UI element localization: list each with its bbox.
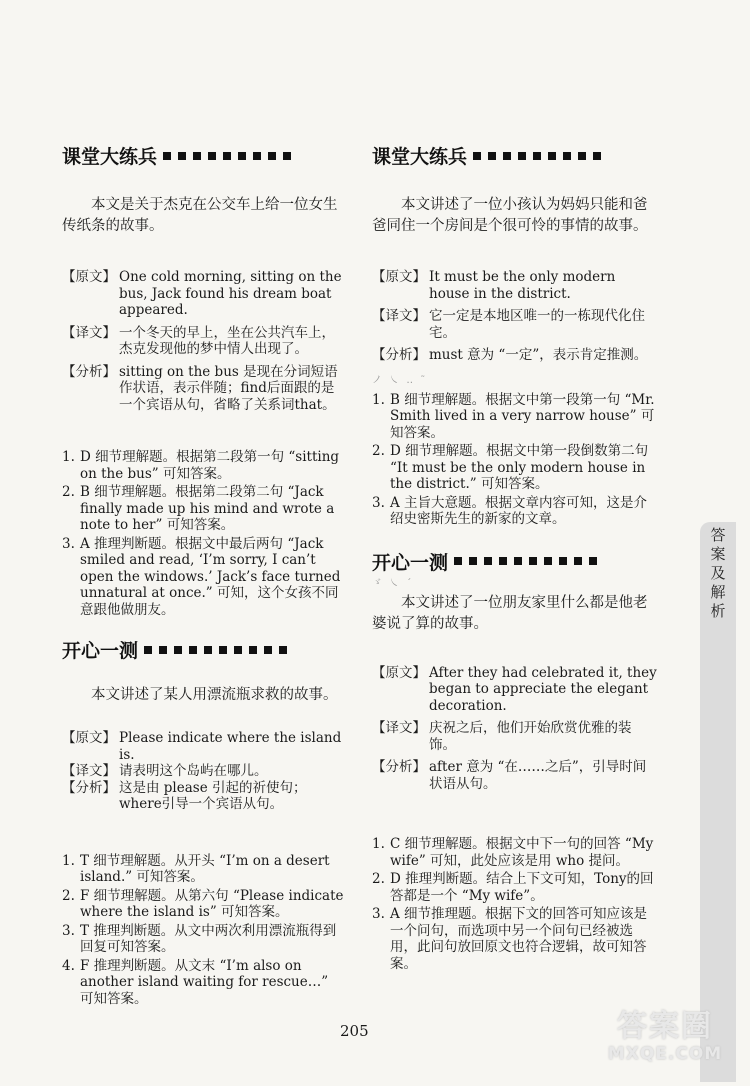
section-heading [62, 142, 344, 169]
watermark-line2: MXQE.COM [607, 1044, 723, 1064]
answer-item: 3. A 细节推理题。根据下文的回答可知应该是一个问句，而选项中另一个问句已经被选用，此问句放回原文也符合逻辑，故可知答案。 [372, 906, 648, 972]
heading-squares-decoration [163, 152, 291, 160]
entry-translation: 【译文】 请表明这个岛屿在哪儿。 [62, 763, 268, 779]
entry-original: 【原文】 It must be the only modern house in the district. [372, 269, 616, 302]
heading-text: 开心一测 [372, 551, 449, 574]
answer-item: 1. D 细节理解题。根据第二段第一句 “sitting on the bus” 可知答案。 [62, 449, 340, 482]
answer-item: 1. C 细节理解题。根据文中下一句的回答 “My wife” 可知，此处应该是用 who 提问。 [372, 836, 654, 869]
heading-squares-decoration [144, 646, 287, 654]
answer-item: 3. A 主旨大意题。根据文章内容可知，这是介绍史密斯先生的新家的文章。 [372, 494, 648, 527]
answer-item: 2. B 细节理解题。根据第二段第二句 “Jack finally made up his mind and wrote a note to her” 可知答案。 [62, 484, 335, 533]
entry-original: 【原文】 Please indicate where the island is. [62, 730, 342, 763]
answer-item: 3. A 推理判断题。根据文中最后两句 “Jack smiled and read, ‘I’m sorry, I can’t open the windows.’ Jack’s face turned unnatural at once.” 可知，这个女孩不同意跟他做朋友。 [62, 535, 341, 618]
section-heading [62, 636, 344, 663]
side-tab [700, 522, 736, 1082]
heading-text: 开心一测 [62, 640, 139, 662]
pencil-mark-decoration: ゞ ㇏ ˊ [372, 577, 414, 589]
answer-item: 2. D 推理判断题。结合上下文可知，Tony的回答都是一个 “My wife”。 [372, 871, 654, 904]
entry-original: 【原文】 One cold morning, sitting on the bus, Jack found his dream boat appeared. [62, 269, 342, 318]
answer-item: 1. B 细节理解题。根据文中第一段第一句 “Mr. Smith lived in a very narrow house” 可知答案。 [372, 391, 655, 441]
heading-text: 课堂大练兵 [372, 146, 468, 168]
site-watermark-logo [600, 1010, 730, 1076]
entry-analysis: 【分析】 sitting on the bus 是现在分词短语作状语，表示伴随；find后面跟的是一个宾语从句，省略了关系词that。 [62, 363, 338, 413]
section-heading [372, 548, 657, 575]
entry-analysis: 【分析】 这是由 please 引起的祈使句；where引导一个宾语从句。 [62, 779, 307, 812]
answer-item: 3. T 推理判断题。从文中两次利用漂流瓶得到回复可知答案。 [62, 922, 337, 955]
answer-item: 2. F 细节理解题。从第六句 “Please indicate where the island is” 可知答案。 [62, 887, 344, 920]
answer-item: 1. T 细节理解题。从开头 “I’m on a desert island.” 可知答案。 [62, 852, 330, 885]
intro-paragraph: 本文是关于杰克在公交车上给一位女生传纸条的故事。 [62, 197, 338, 234]
entry-translation: 【译文】 一个冬天的早上，坐在公共汽车上，杰克发现他的梦中情人出现了。 [62, 324, 335, 357]
watermark-line1: 答案圈 [617, 1009, 713, 1044]
heading-squares-decoration [454, 557, 597, 565]
entry-translation: 【译文】 它一定是本地区唯一的一栋现代化住宅。 [372, 308, 645, 341]
section-heading [372, 142, 657, 169]
entry-analysis: 【分析】 after 意为 “在……之后”，引导时间状语从句。 [372, 759, 647, 792]
answer-item: 2. D 细节理解题。根据文中第一段倒数第二句 “It must be the only modern house in the district.” 可知答案。 [372, 443, 649, 492]
intro-paragraph: 本文讲述了一位小孩认为妈妈只能和爸爸同住一个房间是个很可怜的事情的故事。 [372, 197, 648, 234]
intro-paragraph: 本文讲述了某人用漂流瓶求救的故事。 [91, 687, 338, 703]
entry-translation: 【译文】 庆祝之后，他们开始欣赏优雅的装饰。 [372, 720, 632, 753]
heading-text: 课堂大练兵 [62, 146, 158, 168]
entry-analysis: 【分析】 must 意为 “一定”，表示肯定推测。 [372, 347, 648, 363]
entry-original: 【原文】 After they had celebrated it, they began to appreciate the elegant decoration. [372, 664, 657, 714]
pencil-mark-decoration: ノ ㇏ ‥ ˜ [372, 374, 428, 386]
heading-squares-decoration [473, 152, 601, 160]
answer-item: 4. F 推理判断题。从文末 “I’m also on another island waiting for rescue…” 可知答案。 [62, 957, 329, 1007]
intro-paragraph: 本文讲述了一位朋友家里什么都是他老婆说了算的故事。 [372, 594, 648, 632]
side-tab-label: 答案及解析 [710, 526, 726, 620]
left-column [62, 142, 344, 1007]
page-number: 205 [340, 1022, 369, 1040]
right-column [372, 142, 657, 972]
